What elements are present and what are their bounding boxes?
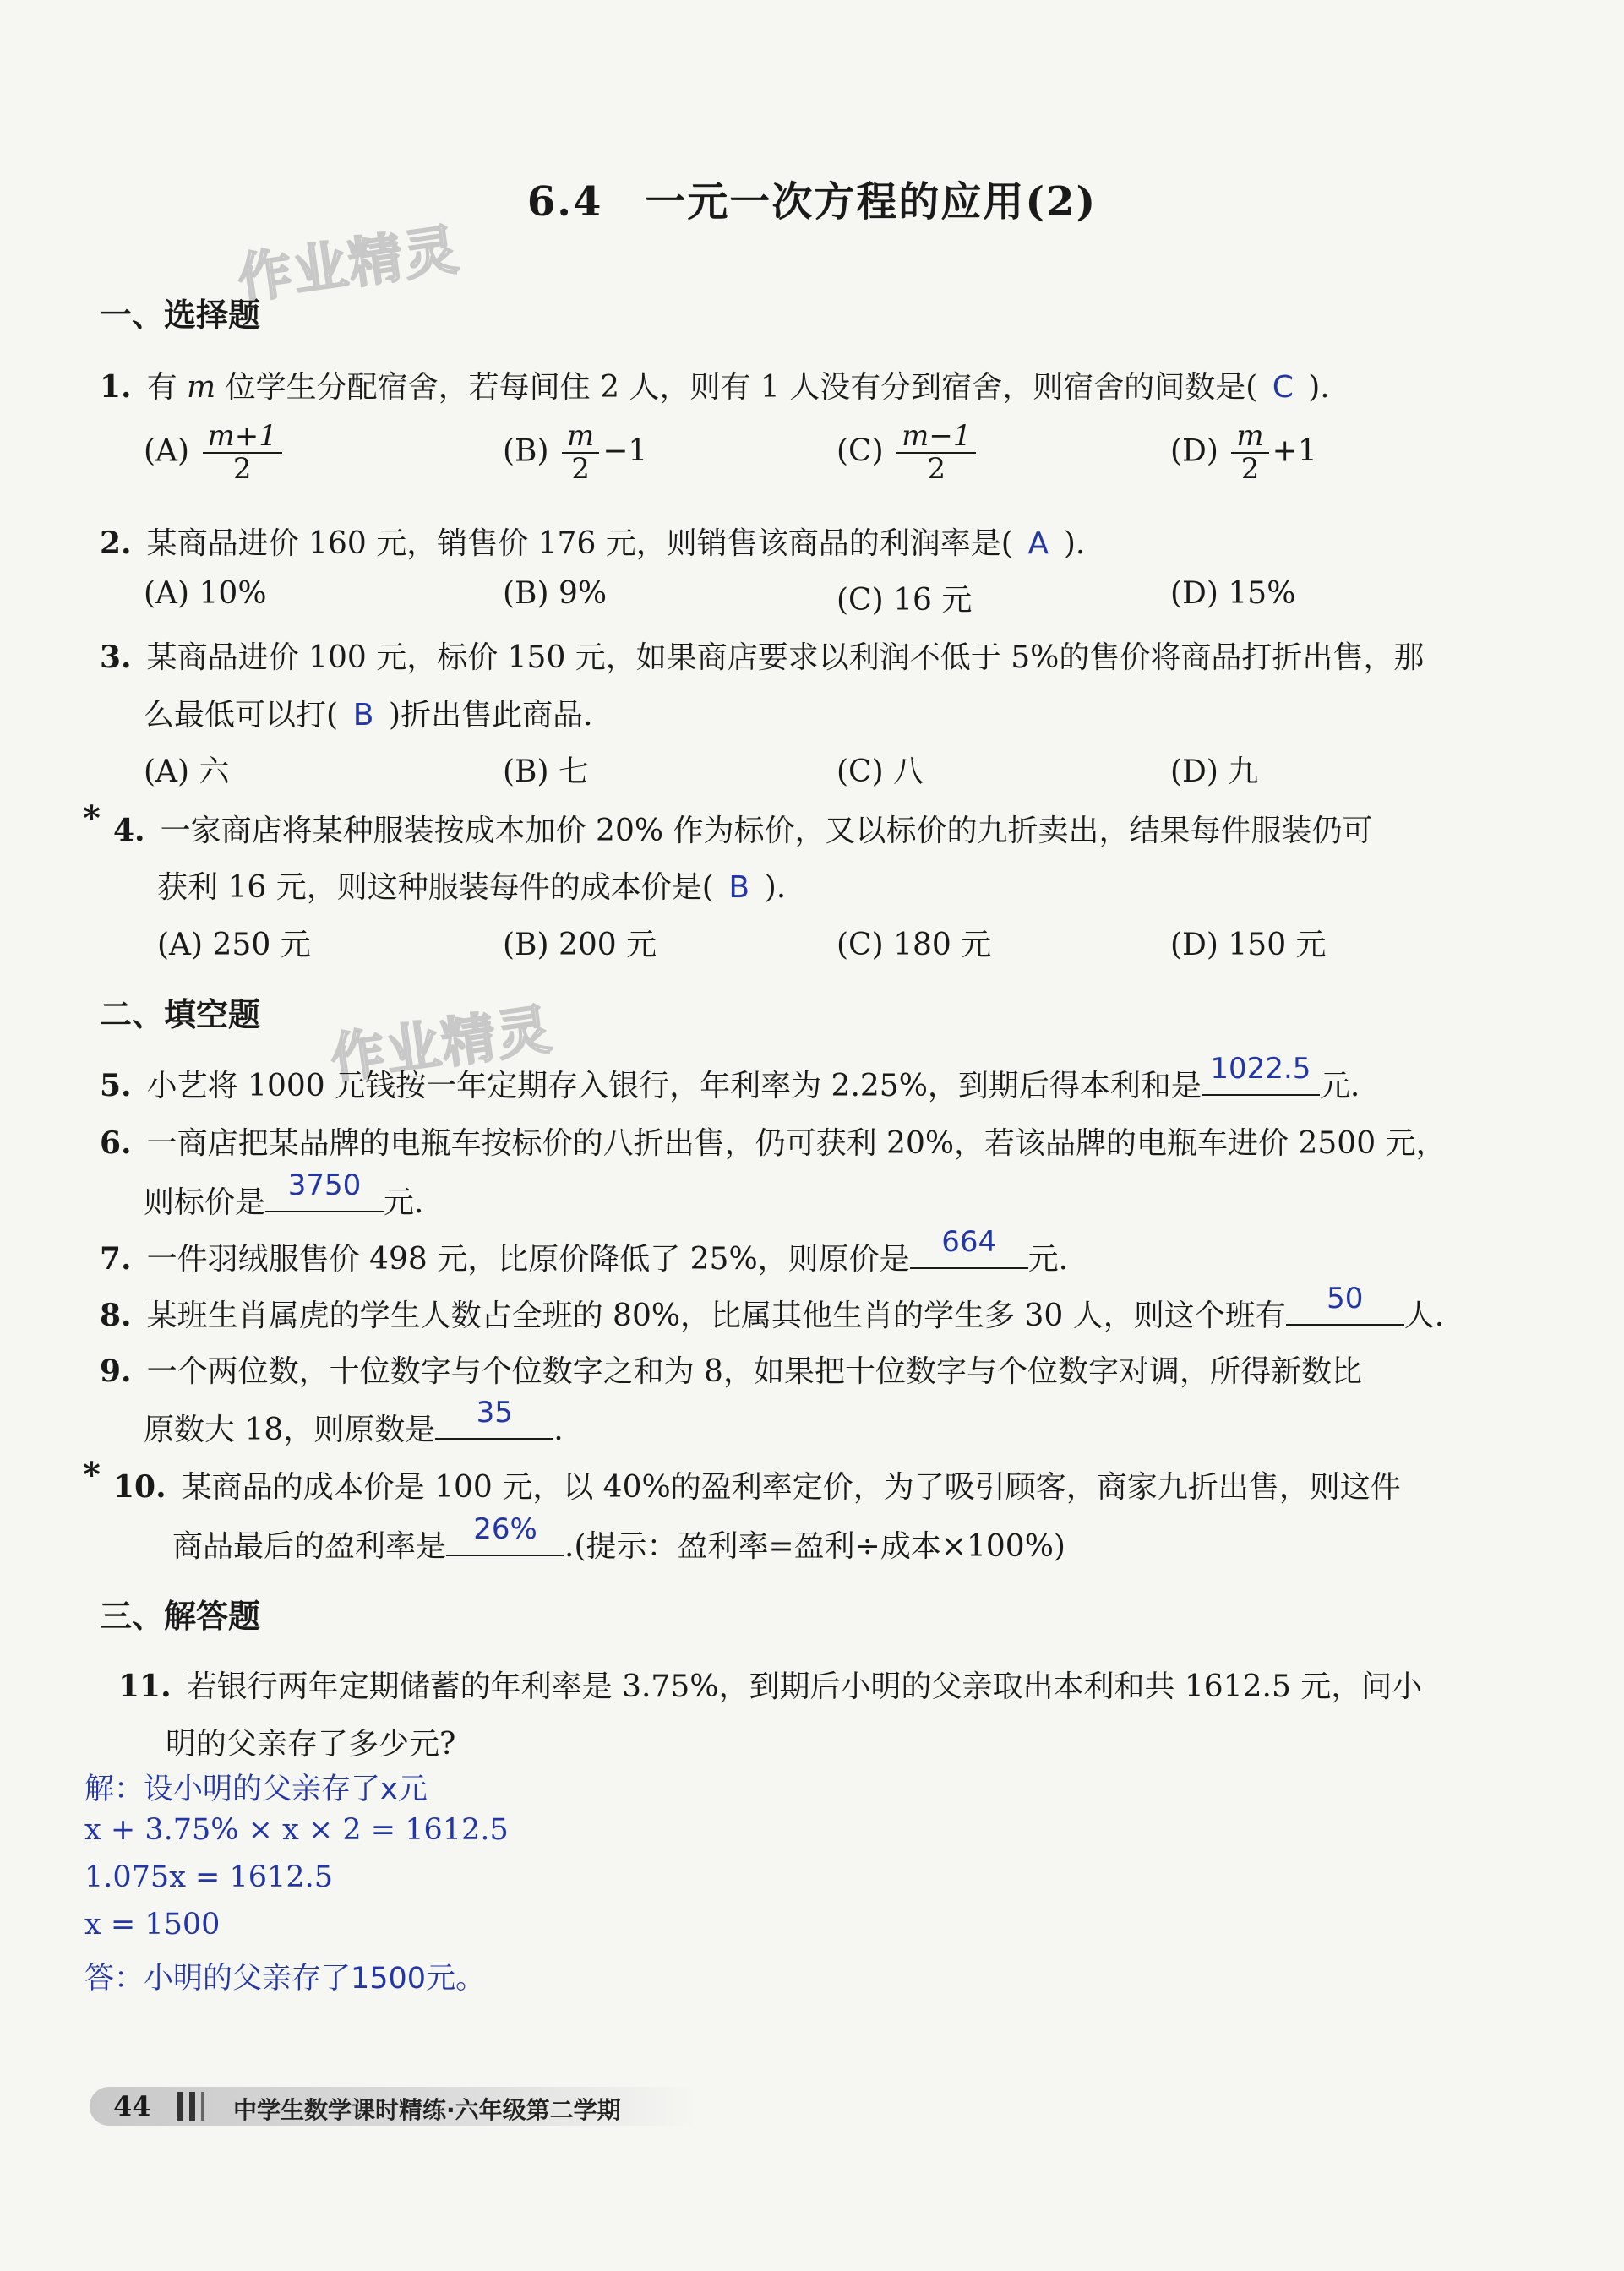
question-text: 位学生分配宿舍，若每间住 2 人，则有 1 人没有分到宿舍，则宿舍的间数是(: [215, 370, 1258, 405]
question-11-line-2: 明的父亲存了多少元?: [166, 1727, 456, 1762]
option-label: (B): [503, 433, 549, 469]
question-number: 9.: [100, 1353, 132, 1389]
section-heading-choice: 一、选择题: [100, 297, 261, 334]
question-text-tail: 元.: [1027, 1242, 1069, 1277]
question-number: 6.: [100, 1125, 132, 1161]
question-10: [113, 1463, 1401, 1506]
fraction: [562, 421, 599, 486]
solution-answer: 答：小明的父亲存了1500元。: [84, 1962, 486, 1996]
fraction-numerator: m+1: [203, 421, 282, 454]
option-c: (C) 180 元: [837, 928, 992, 962]
option-b: (B) 七: [503, 754, 589, 789]
answer-choice: B: [728, 870, 750, 905]
challenge-star: *: [83, 798, 101, 838]
answer-blank: [1202, 1052, 1320, 1096]
fraction-denominator: 2: [1240, 452, 1260, 487]
option-d: (D) 150 元: [1170, 928, 1327, 962]
question-number: 10.: [113, 1469, 166, 1505]
answer-value: 35: [476, 1396, 513, 1430]
fraction-denominator: 2: [927, 452, 946, 487]
question-text-tail: )折出售此商品.: [389, 698, 593, 732]
fraction-numerator: m: [1231, 421, 1268, 454]
question-text: 一家商店将某种服装按成本加价 20% 作为标价，又以标价的九折卖出，结果每件服装仍可: [160, 814, 1373, 848]
solution-line-1: 解：设小明的父亲存了x元: [84, 1773, 428, 1806]
page-number: 44: [113, 2090, 151, 2122]
fraction-numerator: m−1: [896, 421, 976, 454]
question-text-tail: ).: [1063, 526, 1086, 561]
question-text: 某商品进价 100 元，标价 150 元，如果商店要求以利润不低于 5%的售价将商品打折出售，那: [146, 640, 1425, 675]
answer-value: 50: [1327, 1282, 1364, 1315]
variable-m: m: [187, 370, 216, 405]
question-text-tail: ).: [764, 870, 787, 905]
question-number: 11.: [118, 1669, 172, 1704]
question-8: [100, 1282, 1445, 1335]
question-3-line-2: [144, 691, 593, 734]
question-text: 商品最后的盈利率是: [172, 1529, 447, 1564]
option-d: [1170, 421, 1317, 486]
question-text: 一件羽绒服售价 498 元，比原价降低了 25%，则原价是: [146, 1242, 910, 1277]
fraction: [896, 421, 976, 486]
option-b: (B) 200 元: [503, 928, 657, 962]
question-text: 若银行两年定期储蓄的年利率是 3.75%，到期后小明的父亲取出本利和共 1612.5 元，问小: [186, 1669, 1423, 1704]
question-text-tail: 人.: [1403, 1299, 1445, 1333]
option-c: (C) 16 元: [837, 583, 973, 618]
fraction-numerator: m: [562, 421, 599, 454]
option-a: (A) 六: [144, 754, 230, 789]
option-label: (C): [837, 433, 884, 469]
option-c: [837, 421, 979, 486]
question-3: [100, 634, 1424, 677]
fraction: [1231, 421, 1268, 486]
solution-line-4: x = 1500: [84, 1908, 221, 1942]
question-text: 则标价是: [144, 1185, 266, 1220]
answer-value: 664: [941, 1225, 997, 1259]
option-label: (A): [144, 433, 190, 469]
question-text: 么最低可以打(: [144, 698, 339, 732]
option-tail: +1: [1272, 433, 1317, 469]
question-6: [100, 1119, 1447, 1163]
answer-choice: A: [1027, 526, 1049, 561]
question-text: 有: [146, 370, 188, 405]
fraction-denominator: 2: [232, 452, 252, 487]
question-text-tail: 元.: [1319, 1069, 1360, 1103]
question-9: [100, 1348, 1362, 1391]
challenge-star: *: [83, 1455, 101, 1495]
question-1: [100, 363, 1330, 406]
option-b: (B) 9%: [503, 576, 608, 611]
option-a: (A) 10%: [144, 576, 267, 611]
question-4: [113, 807, 1373, 850]
answer-blank: [910, 1225, 1028, 1269]
question-6-line-2: [144, 1168, 424, 1222]
option-a: [144, 421, 286, 486]
question-number: 7.: [100, 1241, 132, 1277]
question-text: 一个两位数，十位数字与个位数字之和为 8，如果把十位数字与个位数字对调，所得新数比: [146, 1354, 1362, 1389]
answer-choice: C: [1272, 370, 1294, 405]
answer-value: 1022.5: [1210, 1052, 1311, 1086]
page-title: 6.4 一元一次方程的应用(2): [526, 178, 1098, 226]
question-4-line-2: [157, 863, 786, 907]
watermark-logo: 作业精灵: [233, 218, 464, 312]
section-heading-solve: 三、解答题: [100, 1598, 261, 1635]
question-text-tail: .(提示：盈利率=盈利÷成本×100%): [564, 1529, 1065, 1564]
solution-line-3: 1.075x = 1612.5: [84, 1860, 333, 1894]
question-text-tail: .: [553, 1413, 564, 1447]
question-number: 5.: [100, 1068, 132, 1103]
answer-value: 3750: [287, 1168, 362, 1202]
option-c: (C) 八: [837, 754, 924, 789]
section-heading-fill: 二、填空题: [100, 996, 261, 1033]
question-number: 8.: [100, 1298, 132, 1333]
fraction-denominator: 2: [571, 452, 590, 487]
question-9-line-2: [144, 1396, 564, 1449]
answer-blank: [1286, 1282, 1404, 1326]
footer-bars-decoration: [177, 2092, 210, 2121]
question-number: 3.: [100, 640, 132, 675]
option-label: (D): [1170, 433, 1218, 469]
question-text: 小艺将 1000 元钱按一年定期存入银行，年利率为 2.25%，到期后得本利和是: [146, 1069, 1202, 1103]
question-text: 获利 16 元，则这种服装每件的成本价是(: [157, 870, 714, 905]
question-text-tail: 元.: [384, 1185, 424, 1220]
question-7: [100, 1225, 1069, 1278]
question-text-tail: ).: [1308, 370, 1330, 405]
question-5: [100, 1052, 1360, 1105]
answer-blank: [435, 1396, 553, 1440]
question-text: 原数大 18，则原数是: [144, 1413, 436, 1447]
question-11: [118, 1663, 1422, 1706]
question-text: 一商店把某品牌的电瓶车按标价的八折出售，仍可获利 20%，若该品牌的电瓶车进价 2500 元，: [146, 1126, 1447, 1161]
question-10-line-2: [172, 1512, 1065, 1566]
question-2: [100, 520, 1085, 563]
question-number: 1.: [100, 369, 132, 405]
option-d: (D) 15%: [1170, 576, 1296, 611]
option-a: (A) 250 元: [157, 928, 311, 962]
page-footer: [90, 2087, 698, 2126]
question-text: 某商品进价 160 元，销售价 176 元，则销售该商品的利润率是(: [146, 526, 1013, 561]
watermark-logo-2: 作业精灵: [326, 998, 557, 1092]
answer-value: 26%: [473, 1512, 537, 1546]
option-d: (D) 九: [1170, 754, 1259, 789]
question-text: 某商品的成本价是 100 元，以 40%的盈利率定价，为了吸引顾客，商家九折出售，则这件: [181, 1470, 1401, 1505]
question-number: 4.: [113, 813, 145, 848]
fraction: [203, 421, 282, 486]
question-number: 2.: [100, 526, 132, 561]
answer-choice: B: [352, 698, 374, 732]
question-text: 某班生肖属虎的学生人数占全班的 80%，比属其他生肖的学生多 30 人，则这个班有: [146, 1299, 1286, 1333]
option-b: [503, 421, 647, 486]
option-tail: −1: [602, 433, 648, 469]
answer-blank: [265, 1168, 384, 1212]
solution-line-2: x + 3.75% × x × 2 = 1612.5: [84, 1813, 509, 1847]
answer-blank: [446, 1512, 564, 1556]
book-title: 中学生数学课时精练·六年级第二学期: [233, 2096, 621, 2124]
